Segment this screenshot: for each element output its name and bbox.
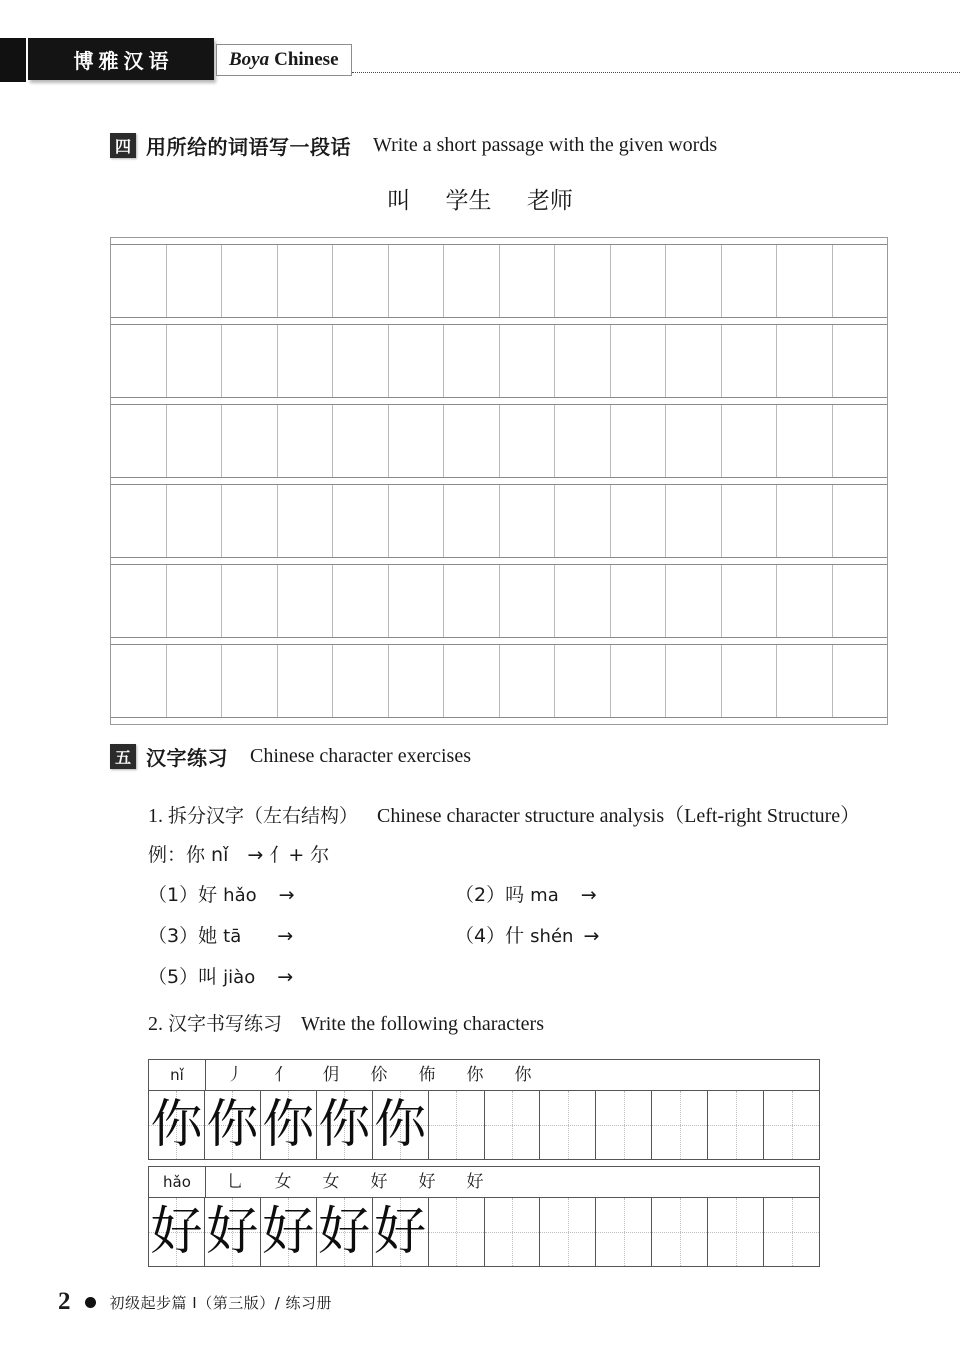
grid-row[interactable] xyxy=(111,324,887,398)
section-four-title-cn: 用所给的词语写一段话 xyxy=(146,135,351,159)
grid-cell[interactable] xyxy=(167,245,223,317)
grid-cell[interactable] xyxy=(111,245,167,317)
question-3-arrow: → xyxy=(277,925,294,947)
grid-cell[interactable] xyxy=(666,565,722,637)
grid-cell[interactable] xyxy=(389,485,445,557)
question-1 xyxy=(148,880,295,907)
grid-cell[interactable] xyxy=(389,405,445,477)
grid-cell[interactable] xyxy=(167,645,223,717)
header-chinese-title-box xyxy=(28,38,214,80)
section-four-heading xyxy=(110,131,717,160)
practice-cell-empty[interactable] xyxy=(764,1198,819,1266)
item2-title-cn: 汉字书写练习 xyxy=(168,1013,283,1035)
practice-cell-filled[interactable] xyxy=(205,1091,261,1159)
header-english-title-box xyxy=(216,44,352,76)
grid-cell[interactable] xyxy=(278,325,334,397)
grid-cell[interactable] xyxy=(777,405,833,477)
question-1-char: 好 xyxy=(198,884,218,906)
grid-cell[interactable] xyxy=(777,645,833,717)
stroke-step: 亻 xyxy=(274,1065,292,1085)
footer-page-number: 2 xyxy=(58,1288,71,1315)
header-english-title-italic: Boya xyxy=(229,49,270,70)
grid-row[interactable] xyxy=(111,564,887,638)
question-2-char: 吗 xyxy=(505,884,525,906)
grid-cell[interactable] xyxy=(333,645,389,717)
grid-cell[interactable] xyxy=(666,245,722,317)
grid-cell[interactable] xyxy=(833,565,888,637)
question-4-number: （4） xyxy=(455,925,506,947)
section-four-title-en: Write a short passage with the given words xyxy=(373,134,718,156)
stroke-step: 乚 xyxy=(226,1172,244,1192)
prompt-words xyxy=(0,182,960,215)
practice-cell-empty[interactable] xyxy=(540,1198,596,1266)
stroke-step-list xyxy=(206,1060,819,1090)
stroke-step: 女 xyxy=(322,1172,340,1192)
practice-cell-filled[interactable] xyxy=(317,1091,373,1159)
grid-cell[interactable] xyxy=(833,325,888,397)
prompt-word-2: 学生 xyxy=(445,188,492,214)
practice-cell-empty[interactable] xyxy=(485,1091,541,1159)
section-five-heading xyxy=(110,742,471,771)
grid-cell[interactable] xyxy=(167,325,223,397)
practice-pinyin-label: hǎo xyxy=(149,1167,206,1197)
question-2-pinyin: ma xyxy=(530,885,559,906)
stroke-step: 好 xyxy=(418,1172,436,1192)
grid-cell[interactable] xyxy=(611,565,667,637)
practice-cell-empty[interactable] xyxy=(429,1198,485,1266)
stroke-step: 好 xyxy=(466,1172,484,1192)
footer-text: 初级起步篇 I（第三版）/ 练习册 xyxy=(109,1293,333,1312)
question-3-pinyin: tā xyxy=(223,926,242,947)
grid-cell[interactable] xyxy=(666,325,722,397)
practice-cell-empty[interactable] xyxy=(596,1091,652,1159)
grid-cell[interactable] xyxy=(500,405,556,477)
grid-cell[interactable] xyxy=(111,405,167,477)
grid-cell[interactable] xyxy=(611,485,667,557)
practice-pinyin-label: nǐ xyxy=(149,1060,206,1090)
footer-bullet-icon xyxy=(85,1297,96,1308)
grid-row[interactable] xyxy=(111,644,887,718)
grid-cell[interactable] xyxy=(278,245,334,317)
question-2-arrow: → xyxy=(580,884,597,906)
grid-cell[interactable] xyxy=(278,485,334,557)
prompt-word-1: 叫 xyxy=(387,188,411,214)
grid-cell[interactable] xyxy=(278,405,334,477)
header-english-title-roman: Chinese xyxy=(274,49,339,70)
practice-cell-empty[interactable] xyxy=(485,1198,541,1266)
header-divider-dotted xyxy=(352,72,960,73)
grid-cell[interactable] xyxy=(555,565,611,637)
question-5-number: （5） xyxy=(148,966,199,988)
practice-character: 你 xyxy=(206,1095,259,1155)
stroke-step: 仴 xyxy=(322,1065,340,1085)
grid-cell[interactable] xyxy=(222,245,278,317)
grid-cell[interactable] xyxy=(500,485,556,557)
grid-row[interactable] xyxy=(111,404,887,478)
composition-writing-grid[interactable] xyxy=(110,237,888,725)
grid-cell[interactable] xyxy=(833,485,888,557)
practice-cell-filled[interactable] xyxy=(373,1198,429,1266)
practice-cell-empty[interactable] xyxy=(708,1091,764,1159)
grid-cell[interactable] xyxy=(222,405,278,477)
grid-cell[interactable] xyxy=(167,485,223,557)
header-black-tab xyxy=(0,38,26,82)
practice-cell-empty[interactable] xyxy=(708,1198,764,1266)
section-five-title-en: Chinese character exercises xyxy=(250,745,471,767)
question-4-pinyin: shén xyxy=(530,926,574,947)
question-1-pinyin: hǎo xyxy=(223,885,257,906)
practice-character: 你 xyxy=(150,1095,203,1155)
grid-cell[interactable] xyxy=(500,245,556,317)
grid-cell[interactable] xyxy=(722,325,778,397)
grid-cell[interactable] xyxy=(111,565,167,637)
stroke-step: 你 xyxy=(466,1065,484,1085)
question-4-arrow: → xyxy=(583,925,600,947)
question-5-pinyin: jiào xyxy=(223,967,256,988)
grid-cell[interactable] xyxy=(555,245,611,317)
practice-character: 好 xyxy=(374,1202,427,1262)
practice-box-hao[interactable] xyxy=(148,1166,820,1267)
item2-number: 2. xyxy=(148,1013,163,1035)
practice-cell-filled[interactable] xyxy=(373,1091,429,1159)
grid-cell[interactable] xyxy=(833,405,888,477)
question-3-number: （3） xyxy=(148,925,199,947)
item2-heading xyxy=(148,1009,544,1036)
practice-cell-row[interactable] xyxy=(149,1198,819,1266)
practice-character: 好 xyxy=(206,1202,259,1262)
question-4-char: 什 xyxy=(505,925,525,947)
grid-cell[interactable] xyxy=(500,565,556,637)
grid-cell[interactable] xyxy=(111,485,167,557)
grid-cell[interactable] xyxy=(777,565,833,637)
question-2 xyxy=(455,880,597,907)
grid-cell[interactable] xyxy=(278,565,334,637)
grid-cell[interactable] xyxy=(389,645,445,717)
grid-cell[interactable] xyxy=(500,645,556,717)
question-1-number: （1） xyxy=(148,884,199,906)
stroke-step: 伱 xyxy=(370,1065,388,1085)
stroke-order-row xyxy=(149,1167,819,1198)
grid-cell[interactable] xyxy=(611,245,667,317)
grid-cell[interactable] xyxy=(389,245,445,317)
grid-cell[interactable] xyxy=(722,405,778,477)
grid-cell[interactable] xyxy=(500,325,556,397)
grid-cell[interactable] xyxy=(555,645,611,717)
item2-title-en: Write the following characters xyxy=(301,1013,544,1035)
grid-cell[interactable] xyxy=(333,245,389,317)
page-footer xyxy=(58,1288,332,1316)
practice-character: 好 xyxy=(262,1202,315,1262)
grid-cell[interactable] xyxy=(167,405,223,477)
grid-cell[interactable] xyxy=(611,405,667,477)
grid-cell[interactable] xyxy=(722,485,778,557)
item1-title-en: Chinese character structure analysis（Left-right Structure） xyxy=(377,805,861,827)
stroke-step: 佈 xyxy=(418,1065,436,1085)
practice-cell-filled[interactable] xyxy=(261,1091,317,1159)
practice-box-ni[interactable] xyxy=(148,1059,820,1160)
practice-character: 好 xyxy=(318,1202,371,1262)
practice-cell-empty[interactable] xyxy=(429,1091,485,1159)
item1-heading xyxy=(148,799,860,828)
grid-cell[interactable] xyxy=(278,645,334,717)
grid-cell[interactable] xyxy=(722,245,778,317)
grid-cell[interactable] xyxy=(444,565,500,637)
practice-cell-filled[interactable] xyxy=(261,1198,317,1266)
grid-cell[interactable] xyxy=(611,645,667,717)
item1-example: 例：你 nǐ → 亻+ 尔 xyxy=(148,844,330,866)
practice-character: 你 xyxy=(262,1095,315,1155)
grid-cell[interactable] xyxy=(666,485,722,557)
grid-cell[interactable] xyxy=(389,565,445,637)
question-4 xyxy=(455,921,599,948)
grid-cell[interactable] xyxy=(222,565,278,637)
grid-cell[interactable] xyxy=(722,645,778,717)
grid-cell[interactable] xyxy=(611,325,667,397)
grid-cell[interactable] xyxy=(222,645,278,717)
grid-cell[interactable] xyxy=(333,565,389,637)
grid-cell[interactable] xyxy=(444,645,500,717)
grid-cell[interactable] xyxy=(333,485,389,557)
stroke-order-row xyxy=(149,1060,819,1091)
item1-number: 1. xyxy=(148,805,163,827)
grid-cell[interactable] xyxy=(222,485,278,557)
grid-cell[interactable] xyxy=(389,325,445,397)
grid-cell[interactable] xyxy=(722,565,778,637)
page-header xyxy=(0,34,960,84)
stroke-step: 好 xyxy=(370,1172,388,1192)
stroke-step-list xyxy=(206,1167,819,1197)
grid-cell[interactable] xyxy=(333,325,389,397)
practice-cell-filled[interactable] xyxy=(149,1091,205,1159)
grid-cell[interactable] xyxy=(444,325,500,397)
grid-row[interactable] xyxy=(111,244,887,318)
section-five-title-cn: 汉字练习 xyxy=(146,746,228,770)
grid-cell[interactable] xyxy=(666,405,722,477)
grid-cell[interactable] xyxy=(555,325,611,397)
grid-cell[interactable] xyxy=(444,245,500,317)
practice-cell-empty[interactable] xyxy=(596,1198,652,1266)
practice-cell-row[interactable] xyxy=(149,1091,819,1159)
question-3-char: 她 xyxy=(198,925,218,947)
grid-cell[interactable] xyxy=(333,405,389,477)
grid-cell[interactable] xyxy=(222,325,278,397)
grid-cell[interactable] xyxy=(555,485,611,557)
question-2-number: （2） xyxy=(455,884,506,906)
question-3 xyxy=(148,921,293,948)
grid-cell[interactable] xyxy=(555,405,611,477)
grid-cell[interactable] xyxy=(777,325,833,397)
practice-character: 好 xyxy=(150,1202,203,1262)
grid-cell[interactable] xyxy=(833,645,888,717)
question-5-arrow: → xyxy=(277,966,294,988)
prompt-word-3: 老师 xyxy=(526,188,573,214)
grid-cell[interactable] xyxy=(444,405,500,477)
grid-cell[interactable] xyxy=(833,245,888,317)
grid-cell[interactable] xyxy=(167,565,223,637)
question-5 xyxy=(148,962,293,989)
grid-cell[interactable] xyxy=(111,325,167,397)
grid-row[interactable] xyxy=(111,484,887,558)
practice-cell-filled[interactable] xyxy=(317,1198,373,1266)
question-5-char: 叫 xyxy=(198,966,218,988)
question-1-arrow: → xyxy=(278,884,295,906)
stroke-step: 女 xyxy=(274,1172,292,1192)
practice-cell-filled[interactable] xyxy=(149,1198,205,1266)
stroke-step: 丿 xyxy=(226,1065,244,1085)
grid-cell[interactable] xyxy=(777,245,833,317)
section-five-badge: 五 xyxy=(110,744,136,769)
grid-cell[interactable] xyxy=(777,485,833,557)
grid-cell[interactable] xyxy=(444,485,500,557)
practice-character: 你 xyxy=(318,1095,371,1155)
practice-character: 你 xyxy=(374,1095,427,1155)
item1-title-cn: 拆分汉字（左右结构） xyxy=(168,805,359,827)
grid-cell[interactable] xyxy=(666,645,722,717)
header-chinese-title: 博雅汉语 xyxy=(73,48,174,73)
stroke-step: 你 xyxy=(514,1065,532,1085)
grid-cell[interactable] xyxy=(111,645,167,717)
practice-cell-filled[interactable] xyxy=(205,1198,261,1266)
practice-cell-empty[interactable] xyxy=(652,1091,708,1159)
practice-cell-empty[interactable] xyxy=(652,1198,708,1266)
practice-cell-empty[interactable] xyxy=(540,1091,596,1159)
practice-cell-empty[interactable] xyxy=(764,1091,819,1159)
section-four-badge: 四 xyxy=(110,133,136,158)
